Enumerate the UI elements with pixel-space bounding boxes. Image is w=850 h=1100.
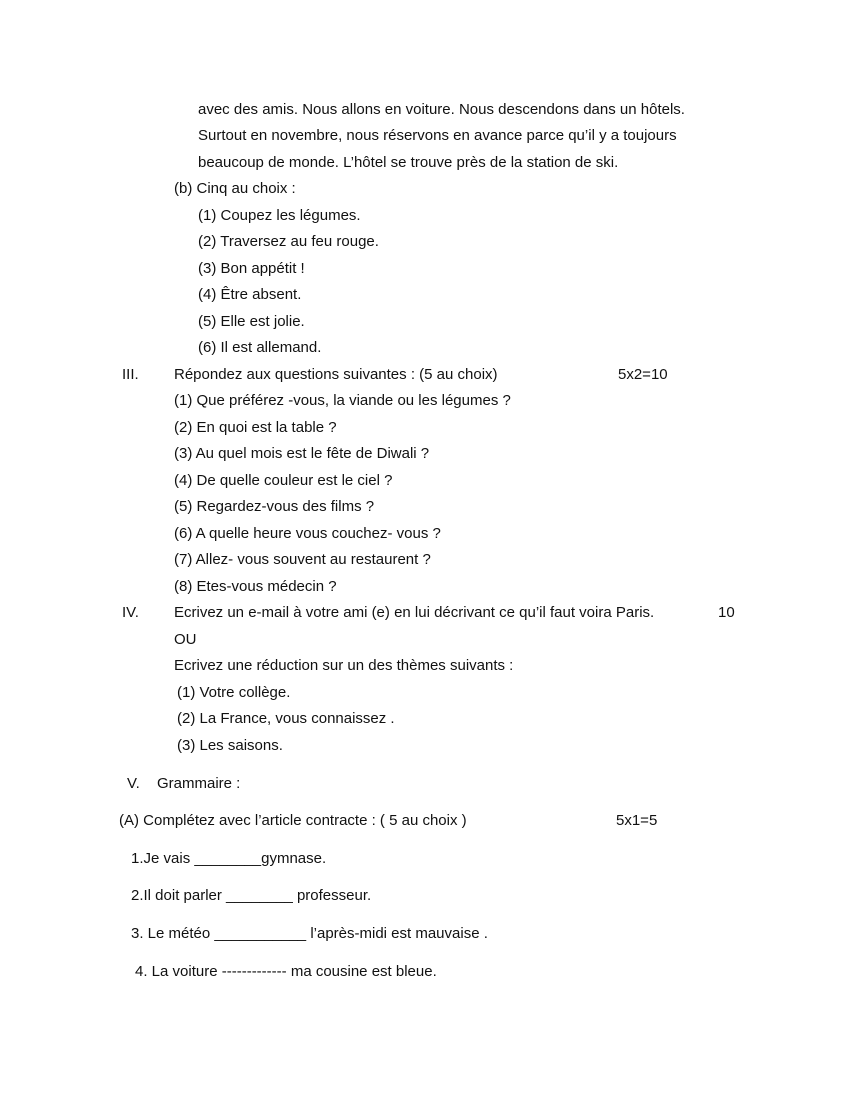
topic-item: (3) Les saisons. [177,737,283,754]
marks: 10 [718,604,735,621]
marks: 5x1=5 [616,812,658,829]
marks: 5x2=10 [618,366,668,383]
fill-blank-item: 4. La voiture ------------- ma cousine est bleue. [135,963,437,980]
list-item: (4) Être absent. [198,286,302,303]
passage-line: beaucoup de monde. L’hôtel se trouve près de la station de ski. [198,154,619,171]
section-number: III. [122,366,139,383]
question-item: (3) Au quel mois est le fête de Diwali ? [174,445,430,462]
question-item: (1) Que préférez -vous, la viande ou les légumes ? [174,392,511,409]
section-number: IV. [122,604,139,621]
fill-blank-item: 3. Le météo ___________ l’après-midi est mauvaise . [131,925,488,942]
section-b-heading: (b) Cinq au choix : [174,180,296,197]
question-item: (6) A quelle heure vous couchez- vous ? [174,525,441,542]
fill-blank-item: 2.Il doit parler ________ professeur. [131,887,372,904]
topic-item: (2) La France, vous connaissez . [177,710,395,727]
or-label: OU [174,631,197,648]
alt-heading: Ecrivez une réduction sur un des thèmes suivants : [174,657,514,674]
topic-item: (1) Votre collège. [177,684,291,701]
part-a-heading: (A) Complétez avec l’article contracte : ( 5 au choix ) [119,812,467,829]
list-item: (5) Elle est jolie. [198,313,305,330]
section-heading: Répondez aux questions suivantes : (5 au choix) [174,366,498,383]
list-item: (2) Traversez au feu rouge. [198,233,379,250]
fill-blank-item: 1.Je vais ________gymnase. [131,850,327,867]
list-item: (1) Coupez les légumes. [198,207,361,224]
question-item: (4) De quelle couleur est le ciel ? [174,472,393,489]
section-heading: Ecrivez un e-mail à votre ami (e) en lui décrivant ce qu’il faut voira Paris. [174,604,655,621]
list-item: (3) Bon appétit ! [198,260,305,277]
question-item: (5) Regardez-vous des films ? [174,498,375,515]
section-heading: Grammaire : [157,775,241,792]
list-item: (6) Il est allemand. [198,339,322,356]
question-item: (7) Allez- vous souvent au restaurent ? [174,551,431,568]
question-item: (8) Etes-vous médecin ? [174,578,337,595]
passage-line: Surtout en novembre, nous réservons en avance parce qu’il y a toujours [198,127,677,144]
passage-line: avec des amis. Nous allons en voiture. Nous descendons dans un hôtels. [198,101,685,118]
section-number: V. [127,775,140,792]
question-item: (2) En quoi est la table ? [174,419,337,436]
